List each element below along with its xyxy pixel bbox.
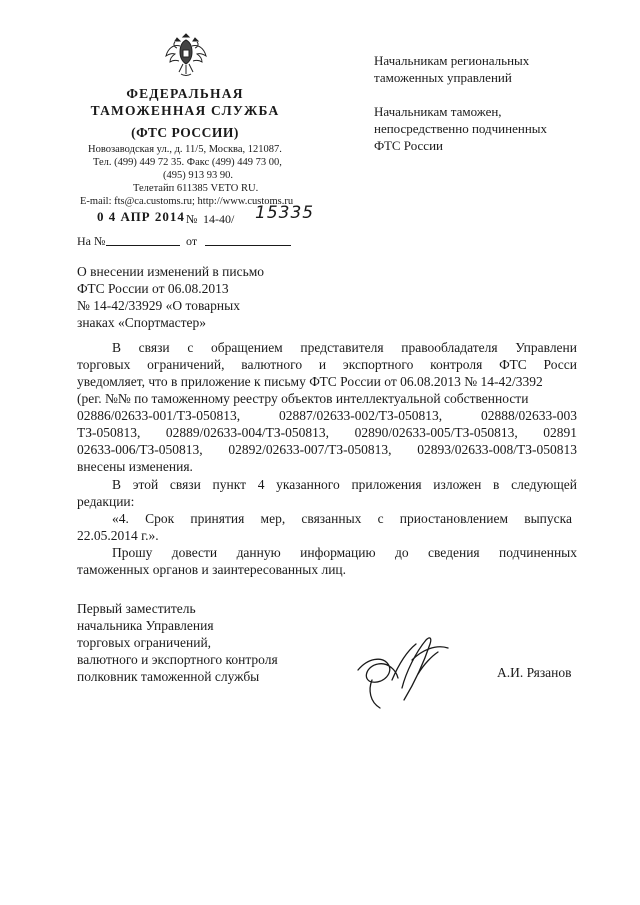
recipient-line: Начальникам региональных <box>374 53 530 68</box>
signatory-title <box>77 600 278 685</box>
handwritten-signature-icon <box>352 630 464 715</box>
body-line: 02886/02633-001/ТЗ-050813, 02887/02633-002/ТЗ-050813, 02888/02633-003 <box>77 408 577 423</box>
subject-line: О внесении изменений в письмо <box>77 264 265 279</box>
letter-subject <box>77 263 264 331</box>
signatory-name: А.И. Рязанов <box>497 665 572 680</box>
email-web-line: E-mail: fts@ca.customs.ru; http://www.customs.ru <box>80 196 294 207</box>
reference-from-label: от <box>186 234 198 248</box>
signatory-line: торговых ограничений, <box>77 635 212 650</box>
body-line: 02633-006/ТЗ-050813, 02892/02633-007/ТЗ-050813, 02893/02633-008/ТЗ-050813 <box>77 442 577 457</box>
recipient-line: Начальникам таможен, <box>374 104 502 119</box>
recipient-line: непосредственно подчиненных <box>374 121 548 136</box>
teletype-line: Телетайп 611385 VETO RU. <box>133 183 259 194</box>
recipient-line: таможенных управлений <box>374 70 512 85</box>
body-line: Прошу довести данную информацию до сведения подчиненных <box>112 545 577 560</box>
org-abbreviation: (ФТС РОССИИ) <box>131 125 239 140</box>
reference-date-blank <box>205 245 291 246</box>
body-line: ТЗ-050813, 02889/02633-004/ТЗ-050813, 02890/02633-005/ТЗ-050813, 02891 <box>77 425 577 440</box>
subject-line: знаках «Спортмастер» <box>77 315 207 330</box>
body-line: редакции: <box>77 494 135 509</box>
reference-number-blank <box>106 245 180 246</box>
recipient-regional-offices <box>374 52 529 86</box>
reference-label: На № <box>77 234 106 248</box>
signatory-line: полковник таможенной службы <box>77 669 260 684</box>
recipient-customs-heads <box>374 103 547 154</box>
body-line: 22.05.2014 г.». <box>77 528 159 543</box>
subject-line: № 14-42/33929 «О товарных <box>77 298 240 313</box>
body-line: В этой связи пункт 4 указанного приложения изложен в следующей <box>112 477 577 492</box>
body-line: торговых ограничений, валютного и экспортного контроля ФТС Росси <box>77 357 577 372</box>
signatory-line: валютного и экспортного контроля <box>77 652 278 667</box>
phone-line: (495) 913 93 90. <box>163 170 233 181</box>
outgoing-number-handwritten: 15335 <box>255 203 315 223</box>
signatory-line: Первый заместитель <box>77 601 196 616</box>
address-line: Новозаводская ул., д. 11/5, Москва, 121087. <box>88 144 282 155</box>
signatory-line: начальника Управления <box>77 618 214 633</box>
body-line: уведомляет, что в приложение к письму ФТС России от 06.08.2013 № 14-42/3392 <box>77 374 543 389</box>
number-sign: № <box>186 212 198 226</box>
org-name-line-1: ФЕДЕРАЛЬНАЯ <box>126 86 244 101</box>
subject-line: ФТС России от 06.08.2013 <box>77 281 229 296</box>
body-line: внесены изменения. <box>77 459 193 474</box>
double-headed-eagle-emblem-icon <box>163 30 209 78</box>
phone-fax-line: Тел. (499) 449 72 35. Факс (499) 449 73 00, <box>93 157 282 168</box>
outgoing-number-prefix: 14-40/ <box>203 212 235 226</box>
body-line: В связи с обращением представителя правообладателя Управлени <box>112 340 577 355</box>
date-stamp: 0 4 АПР 2014 <box>97 209 185 224</box>
body-line: «4. Срок принятия мер, связанных с приостановлением выпуска <box>112 511 572 526</box>
body-line: таможенных органов и заинтересованных лиц. <box>77 562 347 577</box>
body-line: (рег. №№ по таможенному реестру объектов интеллектуальной собственности <box>77 391 529 406</box>
org-name-line-2: ТАМОЖЕННАЯ СЛУЖБА <box>90 103 280 118</box>
recipient-line: ФТС России <box>374 138 443 153</box>
